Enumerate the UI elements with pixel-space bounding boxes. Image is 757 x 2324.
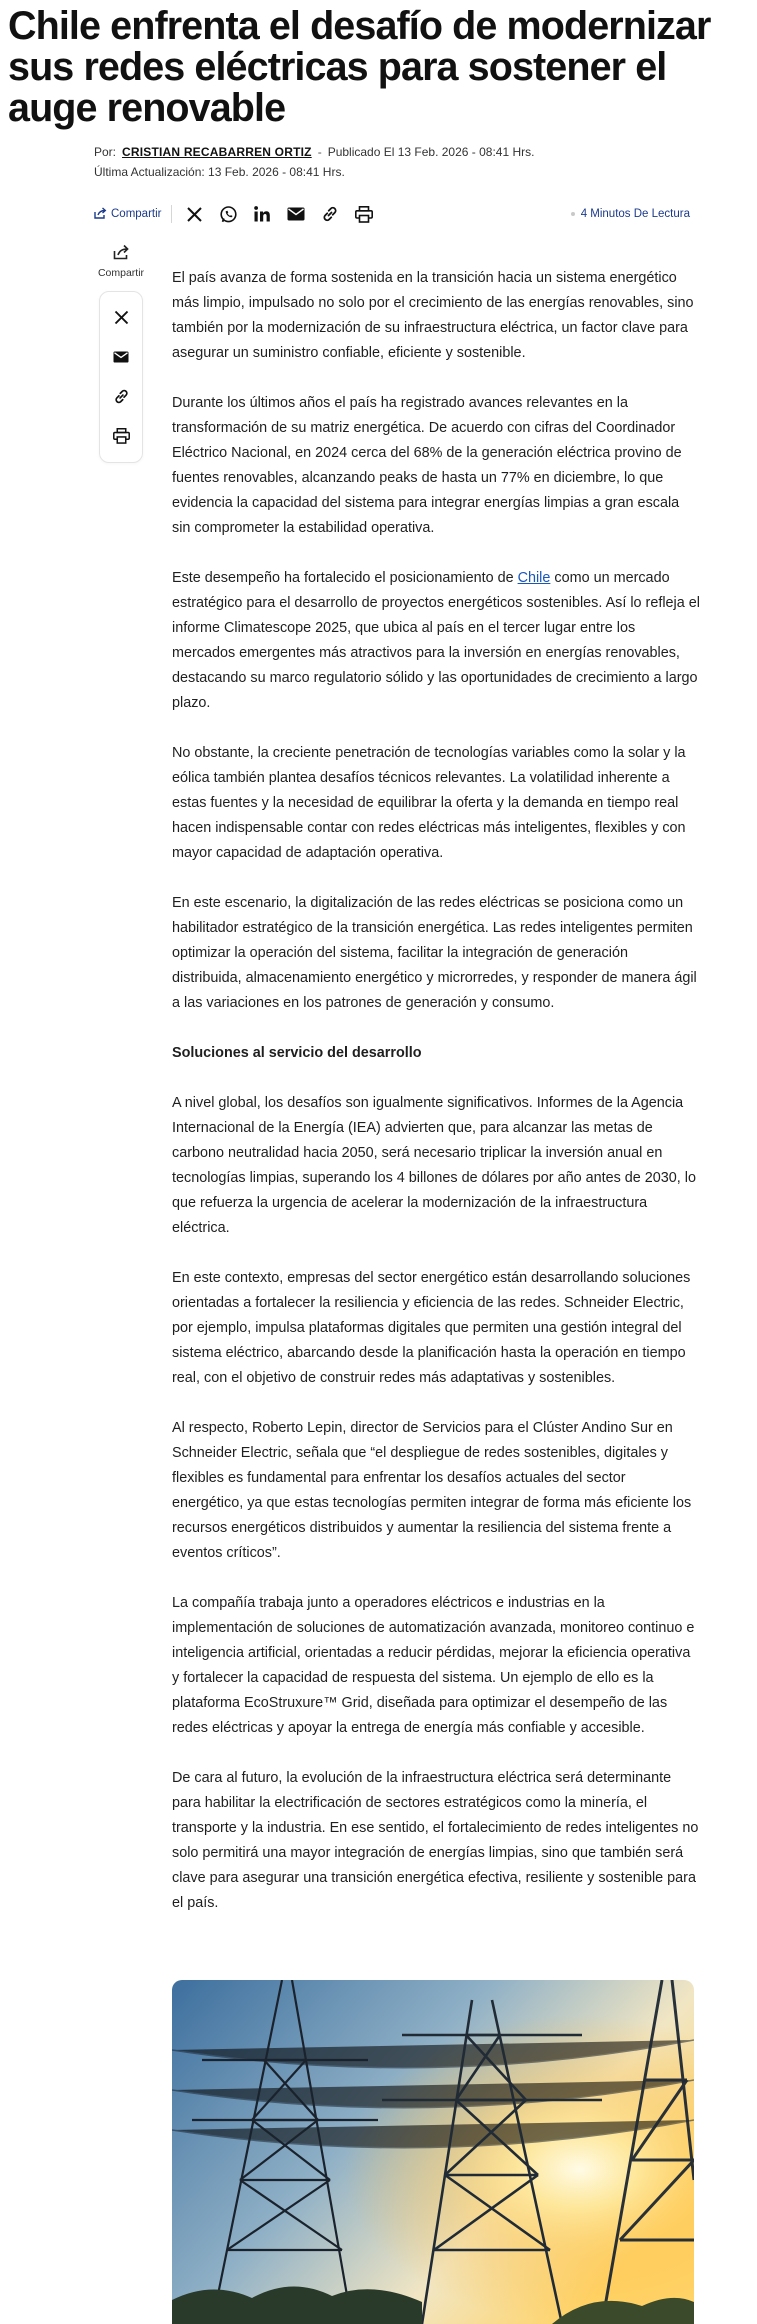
- read-time-dot: [571, 212, 575, 216]
- article-body: [172, 266, 700, 1941]
- chile-link[interactable]: Chile: [517, 570, 551, 586]
- side-print-icon[interactable]: [110, 425, 132, 447]
- paragraph-1: El país avanza de forma sostenida en la transición hacia un sistema energético más limpio, impulsado no solo por el crecimiento de las energías renovables, sino también por la modernización de su infraestructura eléctrica, un factor clave para asegurar un suministro confiable, eficiente y sostenible.: [172, 270, 694, 361]
- paragraph-6: A nivel global, los desafíos son igualmente significativos. Informes de la Agencia Internacional de la Energía (IEA) advierten que, para alcanzar las metas de carbono neutralidad hacia 2050, será necesario triplicar la inversión anual en tecnologías limpias, superando los 4 billones de dólares por año antes de 2030, lo que refuerza la urgencia de acelerar la modernización de la infraestructura eléctrica.: [172, 1095, 697, 1236]
- article-image: [172, 1980, 694, 2324]
- side-share-label: Compartir: [97, 267, 145, 279]
- paragraph-4: No obstante, la creciente penetración de tecnologías variables como la solar y la eólica también plantea desafíos técnicos relevantes. La volatilidad inherente a estas fuentes y la necesidad de equilibrar la oferta y la demanda en tiempo real hacen indispensable contar con redes eléctricas más inteligentes, flexibles y con mayor capacidad de adaptación operativa.: [172, 745, 686, 861]
- paragraph-3-start: Este desempeño ha fortalecido el posicionamiento de: [172, 570, 518, 586]
- print-icon[interactable]: [354, 204, 374, 224]
- side-share-button[interactable]: [92, 244, 150, 279]
- side-x-icon[interactable]: [110, 307, 132, 329]
- byline-separator: -: [317, 145, 322, 159]
- section-subheading: Soluciones al servicio del desarrollo: [172, 1045, 422, 1061]
- article-meta: [94, 143, 714, 183]
- email-icon[interactable]: [286, 204, 306, 224]
- updated-date: Última Actualización: 13 Feb. 2026 - 08:41 Hrs.: [94, 165, 345, 179]
- byline: [94, 143, 714, 161]
- paragraph-10: De cara al futuro, la evolución de la infraestructura eléctrica será determinante para habilitar la electrificación de sectores estratégicos como la minería, el transporte y la industria. En ese sentido, el fortalecimiento de redes inteligentes no solo permitirá una mayor integración de energías limpias, sino que también será clave para asegurar una transición energética efectiva, resiliente y sostenible para el país.: [172, 1770, 699, 1911]
- published-date: Publicado El 13 Feb. 2026 - 08:41 Hrs.: [327, 145, 535, 159]
- x-icon[interactable]: [184, 204, 204, 224]
- author-link[interactable]: CRISTIAN RECABARREN ORTIZ: [122, 145, 312, 159]
- side-share-panel: [92, 244, 150, 463]
- share-label: Compartir: [111, 208, 162, 220]
- paragraph-7: En este contexto, empresas del sector energético están desarrollando soluciones orientadas a fortalecer la resiliencia y eficiencia de las redes. Schneider Electric, por ejemplo, impulsa plataformas digitales que permiten una gestión integral del sistema eléctrico, abarcando desde la planificación hasta la operación en tiempo real, con el objetivo de construir redes más adaptativas y sostenibles.: [172, 1270, 691, 1386]
- linkedin-icon[interactable]: [252, 204, 272, 224]
- paragraph-2: Durante los últimos años el país ha registrado avances relevantes en la transformación de su matriz energética. De acuerdo con cifras del Coordinador Eléctrico Nacional, en 2024 cerca del 68% de la generación eléctrica provino de fuentes renovables, alcanzando peaks de hasta un 77% en diciembre, lo que evidencia la capacidad del sistema para integrar energías limpias a gran escala sin comprometer la estabilidad operativa.: [172, 395, 682, 536]
- read-time-label: 4 Minutos De Lectura: [580, 208, 690, 220]
- share-icon: [94, 207, 107, 222]
- paragraph-9: La compañía trabaja junto a operadores eléctricos e industrias en la implementación de soluciones de automatización avanzada, monitoreo continuo e inteligencia artificial, orientadas a reducir pérdidas, mejorar la eficiencia operativa y fortalecer la capacidad de respuesta del sistema. Un ejemplo de ello es la plataforma EcoStruxure™ Grid, diseñada para optimizar el desempeño de las redes eléctricas y apoyar la entrega de energía más confiable y accesible.: [172, 1595, 695, 1736]
- paragraph-5: En este escenario, la digitalización de las redes eléctricas se posiciona como un habilitador estratégico de la transición energética. Las redes inteligentes permiten optimizar la operación del sistema, facilitar la integración de generación distribuida, almacenamiento energético y microrredes, y responder de manera ágil a las variaciones en los patrones de generación y consumo.: [172, 895, 697, 1011]
- whatsapp-icon[interactable]: [218, 204, 238, 224]
- side-link-icon[interactable]: [110, 386, 132, 408]
- share-button[interactable]: [94, 207, 161, 222]
- byline-prefix: Por:: [94, 145, 117, 159]
- article-headline: Chile enfrenta el desafío de modernizar sus redes eléctricas para sostener el auge renovable: [8, 4, 711, 130]
- power-towers-illustration: [172, 1980, 694, 2324]
- paragraph-3: [172, 566, 700, 716]
- paragraph-8: Al respecto, Roberto Lepin, director de Servicios para el Clúster Andino Sur en Schneider Electric, señala que “el despliegue de redes sostenibles, digitales y flexibles es fundamental para enfrentar los desafíos actuales del sector energético, ya que estas tecnologías permiten integrar de forma más eficiente los recursos energéticos distribuidos y aumentar la resiliencia del sistema frente a eventos críticos”.: [172, 1420, 692, 1561]
- side-share-icon: [113, 244, 130, 263]
- share-bar: [94, 202, 690, 226]
- paragraph-3-end: como un mercado estratégico para el desarrollo de proyectos energéticos sostenibles. Así lo refleja el informe Climatescope 2025, que ubica al país en el tercer lugar entre los mercados emergentes más atractivos para la inversión en energías renovables, destacando su marco regulatorio sólido y las oportunidades de crecimiento a largo plazo.: [172, 570, 700, 711]
- link-icon[interactable]: [320, 204, 340, 224]
- read-time: [571, 208, 690, 220]
- side-share-box: [99, 291, 143, 463]
- side-email-icon[interactable]: [110, 346, 132, 368]
- share-icons: [184, 204, 374, 224]
- share-divider: [171, 205, 172, 223]
